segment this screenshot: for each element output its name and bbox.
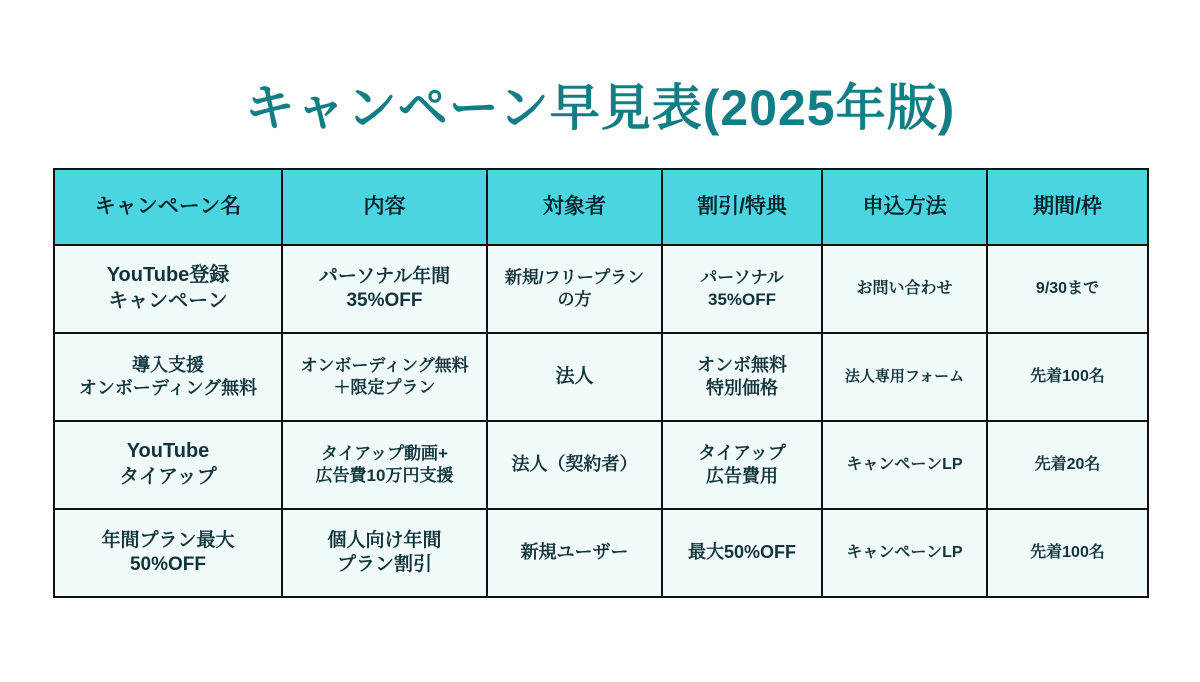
column-header-period: 期間/枠 <box>987 169 1148 245</box>
cell-line: 新規ユーザー <box>520 542 629 563</box>
cell-content <box>282 333 487 421</box>
cell-line: 法人 <box>555 365 594 387</box>
campaign-table-container <box>53 168 1147 598</box>
cell-line: 法人（契約者） <box>511 454 638 475</box>
cell-line: の方 <box>557 290 592 309</box>
table-header-row <box>54 169 1148 245</box>
cell-campaign-name <box>54 509 282 597</box>
cell-discount <box>662 509 822 597</box>
cell-line: パーソナル年間 <box>318 265 451 287</box>
cell-content <box>282 509 487 597</box>
cell-line: 新規/フリープラン <box>504 268 645 288</box>
cell-campaign-name <box>54 333 282 421</box>
cell-apply-method: お問い合わせ <box>822 245 987 333</box>
cell-line: 35%OFF <box>346 290 423 311</box>
cell-line: 個人向け年間 <box>327 529 442 551</box>
cell-line: ＋限定プラン <box>333 378 436 397</box>
table-body <box>54 245 1148 597</box>
cell-line: YouTube登録 <box>106 264 230 287</box>
table-header <box>54 169 1148 245</box>
cell-line: オンボ無料 <box>697 354 787 375</box>
cell-line: 年間プラン最大 <box>101 529 235 551</box>
cell-line: 導入支援 <box>132 354 204 375</box>
cell-line: オンボーディング無料 <box>78 378 258 398</box>
cell-line: 50%OFF <box>129 554 207 575</box>
page-title: キャンペーン早見表(2025年版) <box>244 80 956 136</box>
cell-line: 特別価格 <box>706 378 778 398</box>
cell-line: 35%OFF <box>707 290 777 309</box>
cell-campaign-name <box>54 245 282 333</box>
cell-period: 9/30まで <box>987 245 1148 333</box>
cell-line: 広告費用 <box>706 466 778 486</box>
cell-period: 先着100名 <box>987 333 1148 421</box>
cell-discount <box>662 333 822 421</box>
column-header-content: 内容 <box>282 169 487 245</box>
cell-target <box>487 421 662 509</box>
cell-line: タイアップ <box>698 442 786 463</box>
cell-apply-method: 法人専用フォーム <box>822 333 987 421</box>
cell-line: タイアップ動画+ <box>321 444 448 464</box>
column-header-apply-method: 申込方法 <box>822 169 987 245</box>
cell-line: YouTube <box>126 440 210 463</box>
cell-apply-method: キャンペーンLP <box>822 421 987 509</box>
cell-line: キャンペーン <box>108 290 228 312</box>
table-row <box>54 245 1148 333</box>
cell-line: オンボーディング無料 <box>300 356 469 376</box>
cell-campaign-name <box>54 421 282 509</box>
cell-target <box>487 245 662 333</box>
cell-target <box>487 509 662 597</box>
cell-apply-method: キャンペーンLP <box>822 509 987 597</box>
column-header-target: 対象者 <box>487 169 662 245</box>
column-header-campaign-name: キャンペーン名 <box>54 169 282 245</box>
cell-period: 先着100名 <box>987 509 1148 597</box>
cell-discount <box>662 245 822 333</box>
cell-line: パーソナル <box>700 268 784 288</box>
cell-period: 先着20名 <box>987 421 1148 509</box>
cell-discount <box>662 421 822 509</box>
cell-line: 広告費10万円支援 <box>315 466 454 485</box>
cell-line: 最大50%OFF <box>687 542 797 563</box>
cell-target <box>487 333 662 421</box>
table-row <box>54 333 1148 421</box>
campaign-table <box>53 168 1149 598</box>
cell-content <box>282 245 487 333</box>
cell-content <box>282 421 487 509</box>
table-row <box>54 421 1148 509</box>
table-row <box>54 509 1148 597</box>
cell-line: タイアップ <box>119 466 217 488</box>
cell-line: プラン割引 <box>336 554 432 575</box>
column-header-discount: 割引/特典 <box>662 169 822 245</box>
